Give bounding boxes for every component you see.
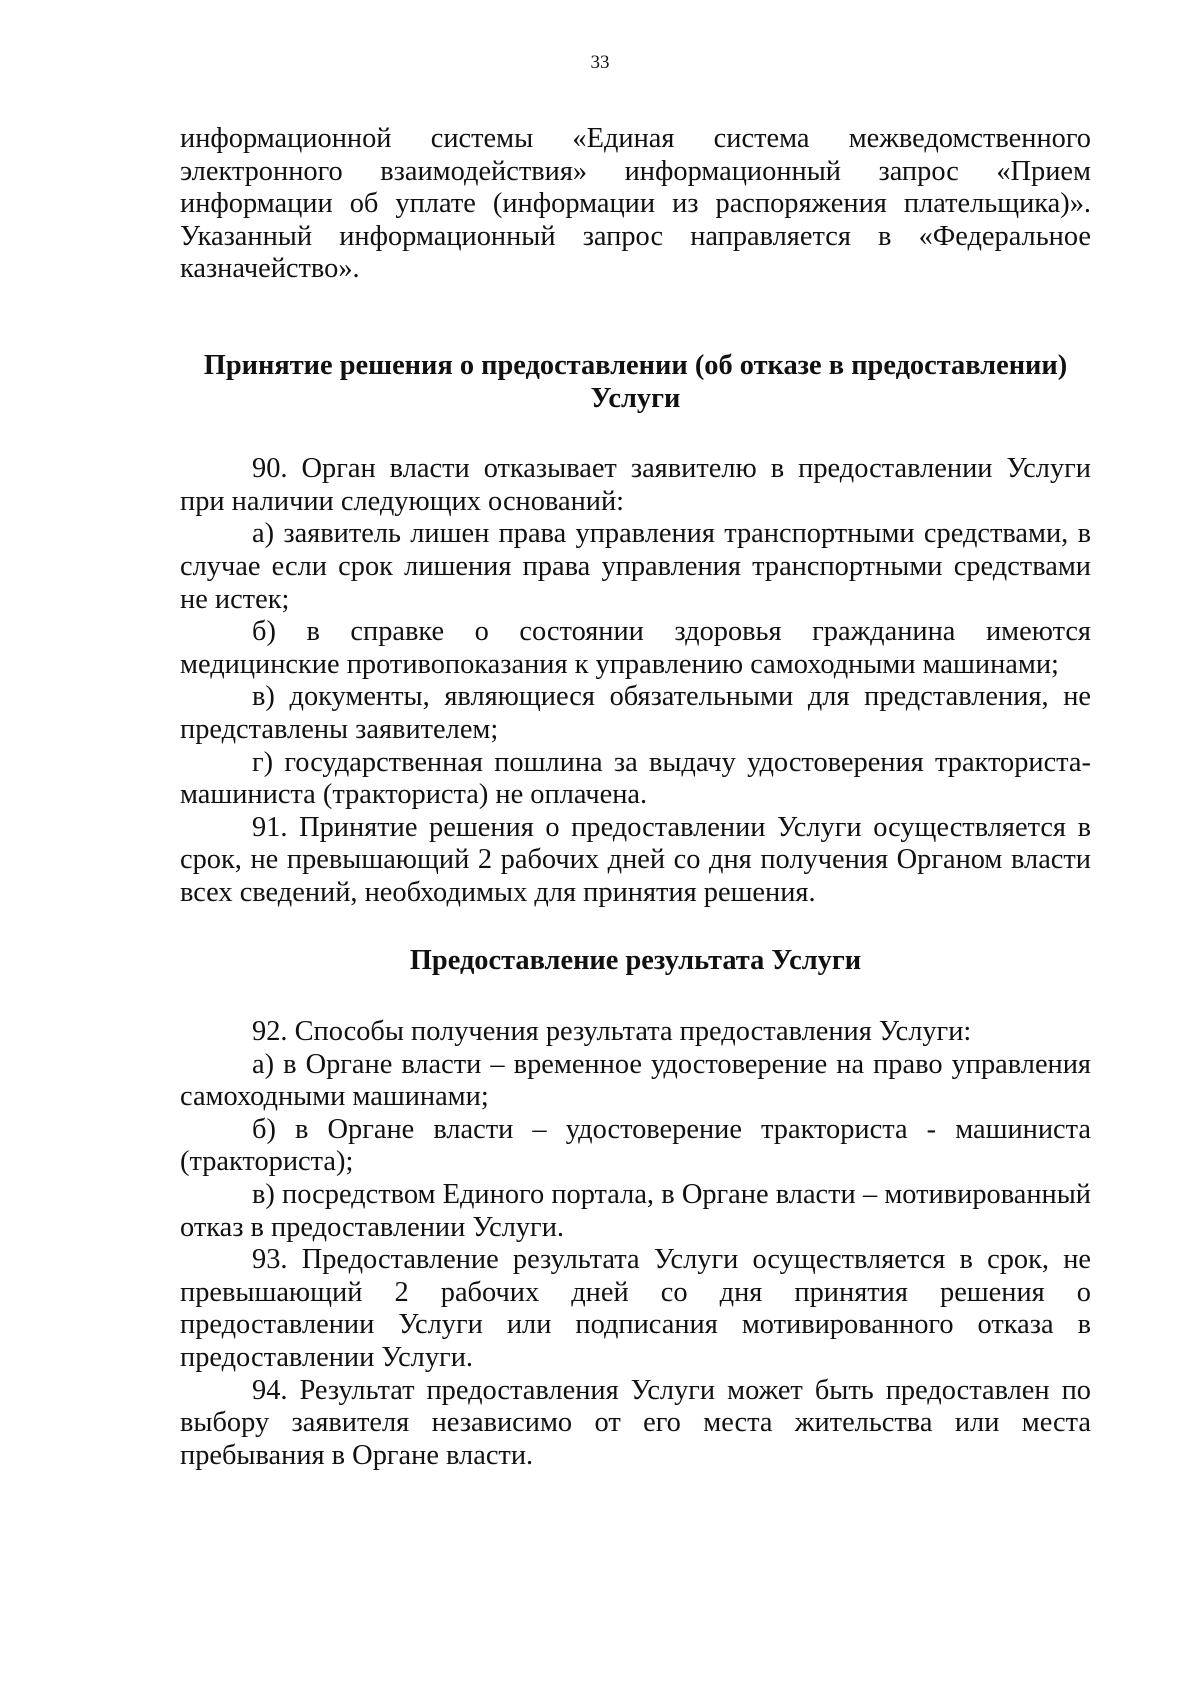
paragraph-94: 94. Результат предоставления Услуги может быть предоставлен по выбору заявителя независимо от его места жительства или места пребывания в Органе власти.	[180, 1374, 1091, 1471]
section-heading-result: Предоставление результата Услуги	[409, 945, 862, 977]
paragraph-90-a: а) заявитель лишен права управления транспортными средствами, в случае если срок лишения права управления транспортными средствами не истек;	[180, 518, 1091, 615]
paragraph-92-a: а) в Органе власти – временное удостоверение на право управления самоходными машинами;	[180, 1048, 1091, 1113]
paragraph-90: 90. Орган власти отказывает заявителю в предоставлении Услуги при наличии следующих оснований:	[180, 453, 1091, 517]
section-heading-decision	[180, 350, 1091, 415]
paragraph-92-v: в) посредством Единого портала, в Органе власти – мотивированный отказ в предоставлении Услуги.	[180, 1179, 1091, 1243]
section-heading-decision-line2: Услуги	[590, 382, 681, 414]
document-body	[180, 123, 1091, 1472]
paragraph-92: 92. Способы получения результата предоставления Услуги:	[252, 1016, 972, 1048]
paragraph-90-b: б) в справке о состоянии здоровья гражданина имеются медицинские противопоказания к управлению самоходными машинами;	[180, 616, 1091, 680]
paragraph-90-g: г) государственная пошлина за выдачу удостоверения тракториста-машиниста (тракториста) не оплачена.	[180, 746, 1091, 811]
intro-paragraph: информационной системы «Единая система межведомственного электронного взаимодействия» информационный запрос «Прием информации об уплате (информации из распоряжения плательщика)». Указанный информационный запрос направляется в «Федеральное казначейство».	[180, 123, 1091, 285]
paragraph-90-v: в) документы, являющиеся обязательными для представления, не представлены заявителем;	[180, 681, 1091, 745]
page-number: 33	[590, 52, 610, 73]
section-heading-decision-line1: Принятие решения о предоставлении (об отказе в предоставлении)	[203, 349, 1068, 381]
paragraph-91: 91. Принятие решения о предоставлении Услуги осуществляется в срок, не превышающий 2 рабочих дней со дня получения Органом власти всех сведений, необходимых для принятия решения.	[180, 811, 1091, 908]
paragraph-93: 93. Предоставление результата Услуги осуществляется в срок, не превышающий 2 рабочих дней со дня принятия решения о предоставлении Услуги или подписания мотивированного отказа в предоставлении Услуги.	[180, 1244, 1091, 1373]
paragraph-92-b: б) в Органе власти – удостоверение тракториста - машиниста (тракториста);	[180, 1113, 1091, 1178]
